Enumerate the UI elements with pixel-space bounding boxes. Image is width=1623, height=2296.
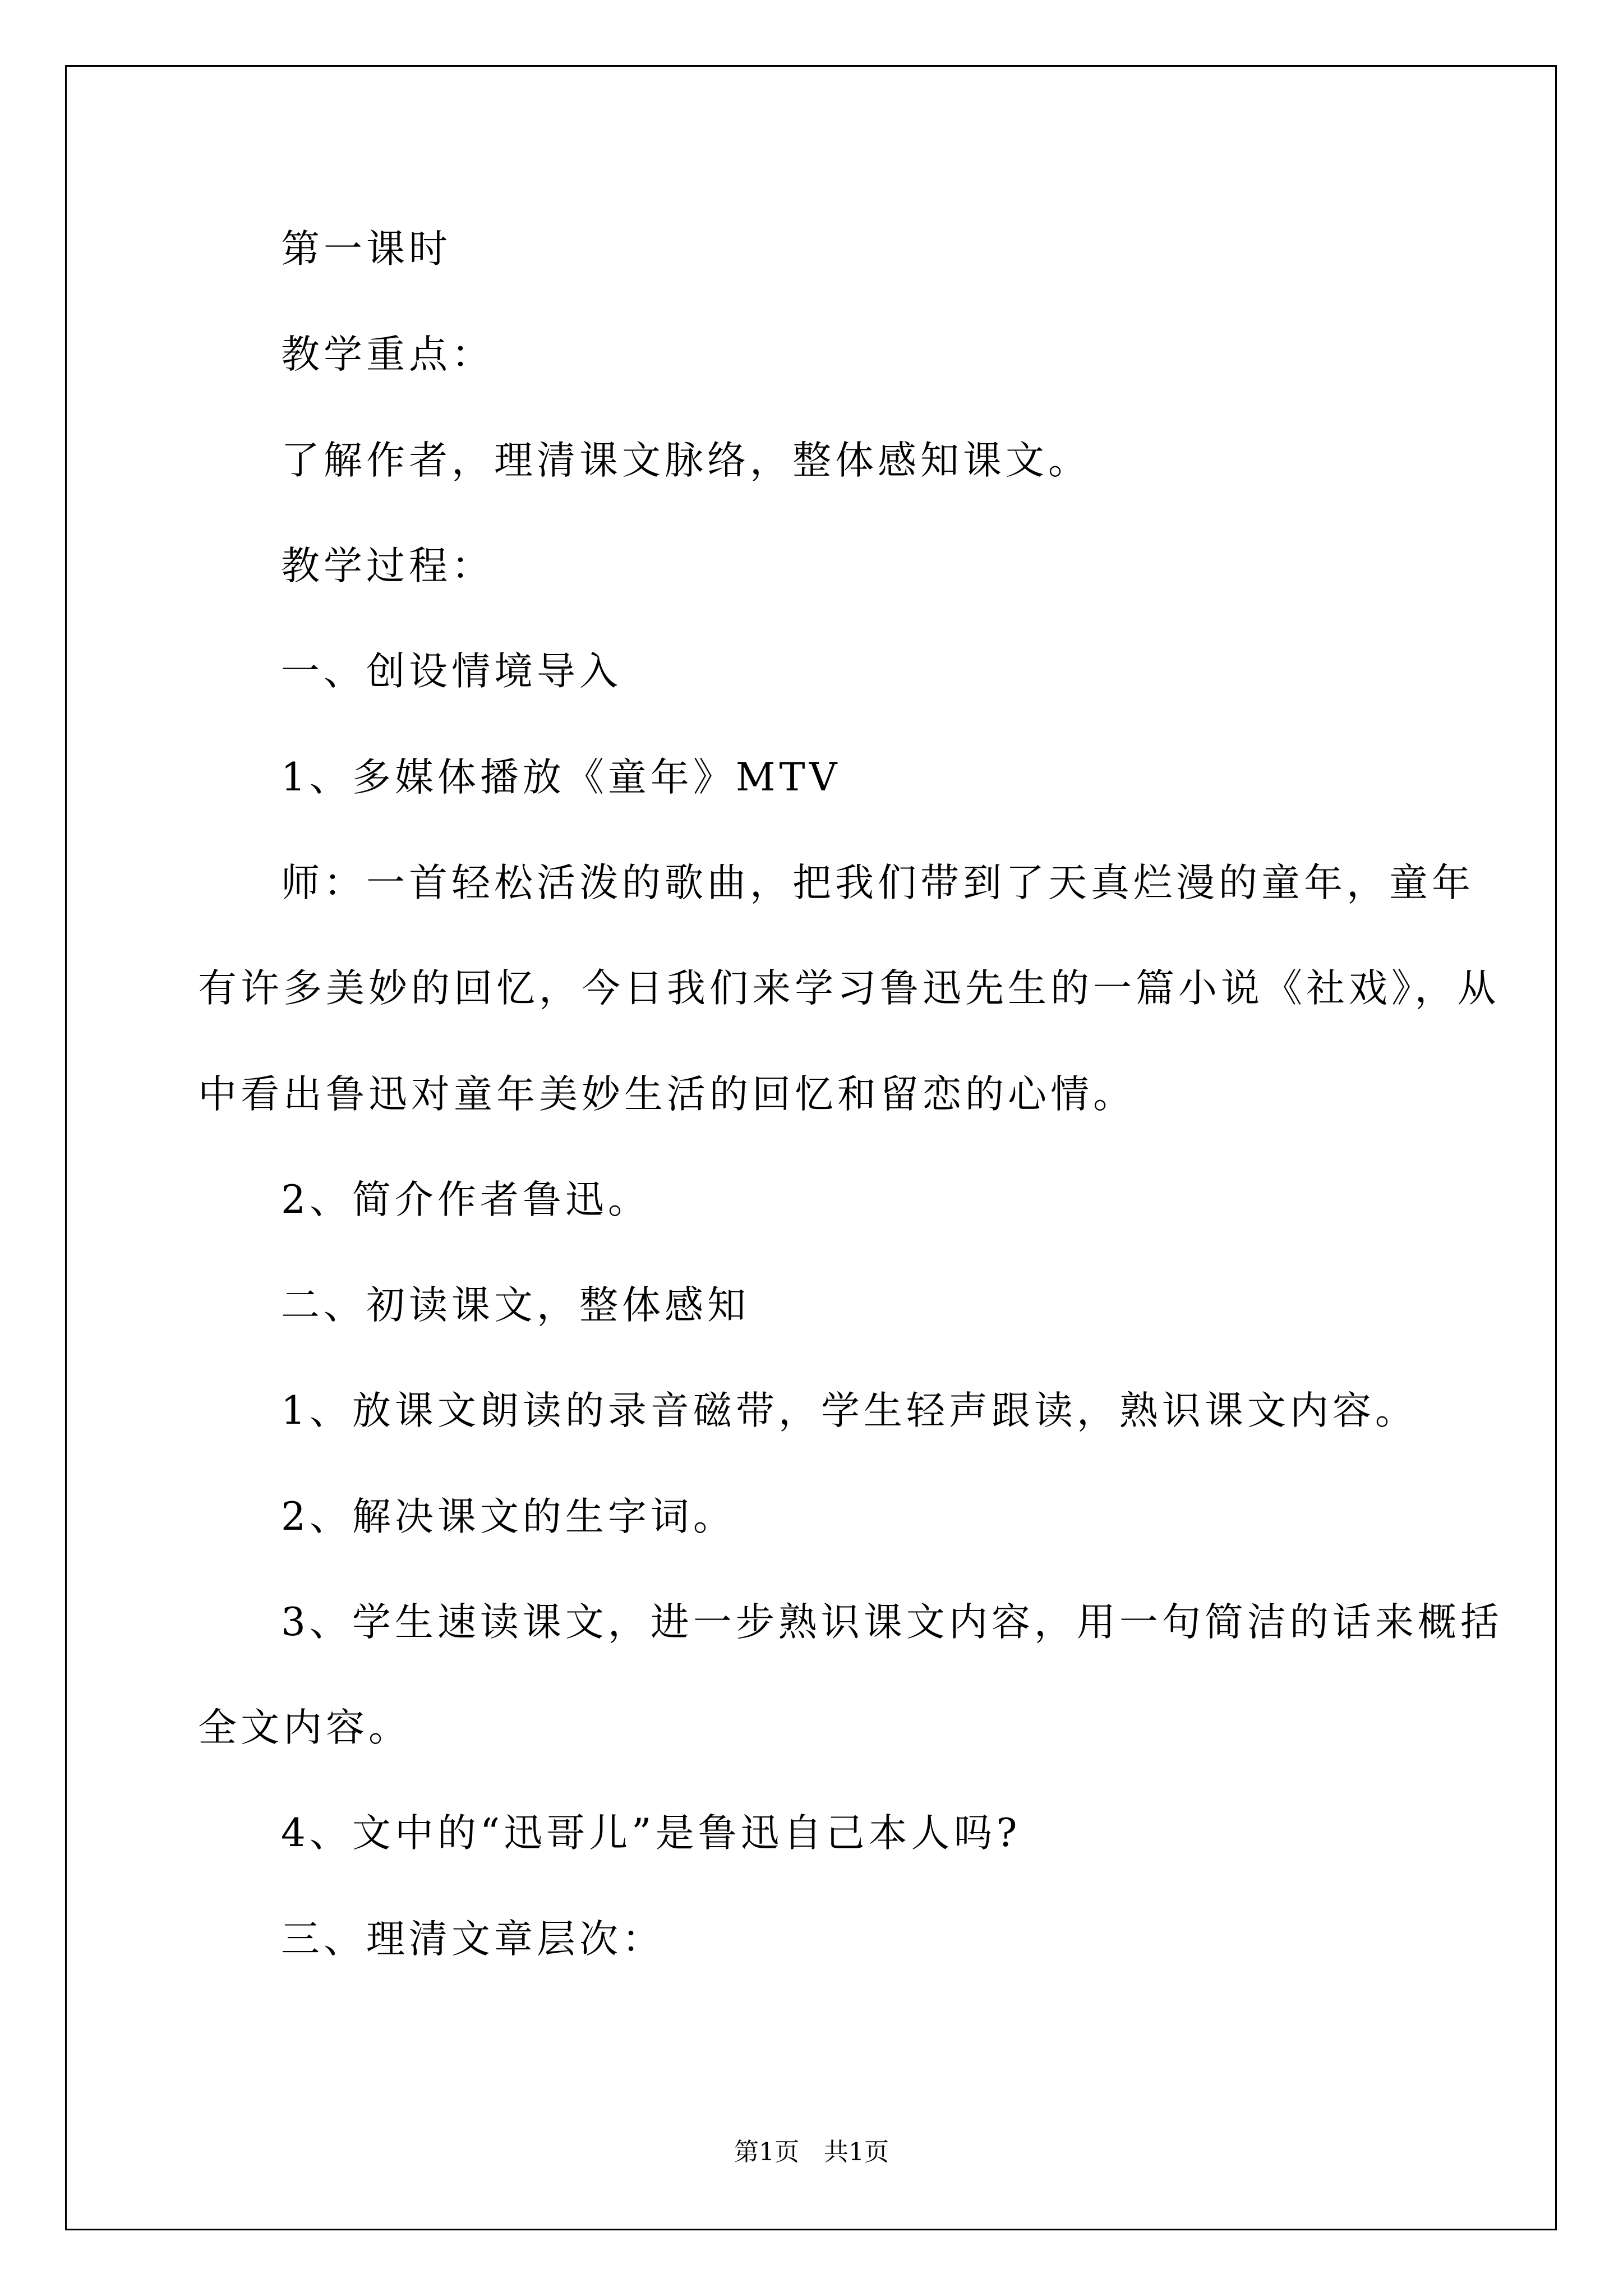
- teaching-focus-heading: 教学重点：: [281, 332, 494, 377]
- teacher-intro-line-2: 有许多美妙的回忆，今日我们来学习鲁迅先生的一篇小说《社戏》，从: [198, 966, 1500, 1011]
- page-number-footer: 第1页 共1页: [734, 2138, 889, 2166]
- reading-step-one: 1、放课文朗读的录音磁带，学生轻声跟读，熟识课文内容。: [281, 1388, 1418, 1433]
- reading-step-three-line-2: 全文内容。: [198, 1705, 411, 1750]
- section-three-heading: 三、理清文章层次：: [281, 1917, 665, 1962]
- lesson-period-heading: 第一课时: [281, 227, 451, 272]
- step-one-mtv: 1、多媒体播放《童年》MTV: [281, 755, 841, 800]
- section-two-heading: 二、初读课文，整体感知: [281, 1283, 750, 1328]
- page-border: [65, 65, 1557, 2230]
- reading-step-three-line-1: 3、学生速读课文，进一步熟识课文内容，用一句简洁的话来概括: [281, 1600, 1503, 1645]
- reading-step-four: 4、文中的“迅哥儿”是鲁迅自己本人吗?: [281, 1811, 1021, 1856]
- teaching-focus-text: 了解作者，理清课文脉络，整体感知课文。: [281, 438, 1091, 483]
- teacher-intro-line-3: 中看出鲁迅对童年美妙生活的回忆和留恋的心情。: [198, 1072, 1136, 1117]
- section-one-heading: 一、创设情境导入: [281, 649, 622, 694]
- teaching-process-heading: 教学过程：: [281, 544, 494, 588]
- reading-step-two: 2、解决课文的生字词。: [281, 1494, 736, 1539]
- teacher-intro-line-1: 师：一首轻松活泼的歌曲，把我们带到了天真烂漫的童年，童年: [281, 861, 1474, 905]
- step-two-author: 2、简介作者鲁迅。: [281, 1177, 651, 1222]
